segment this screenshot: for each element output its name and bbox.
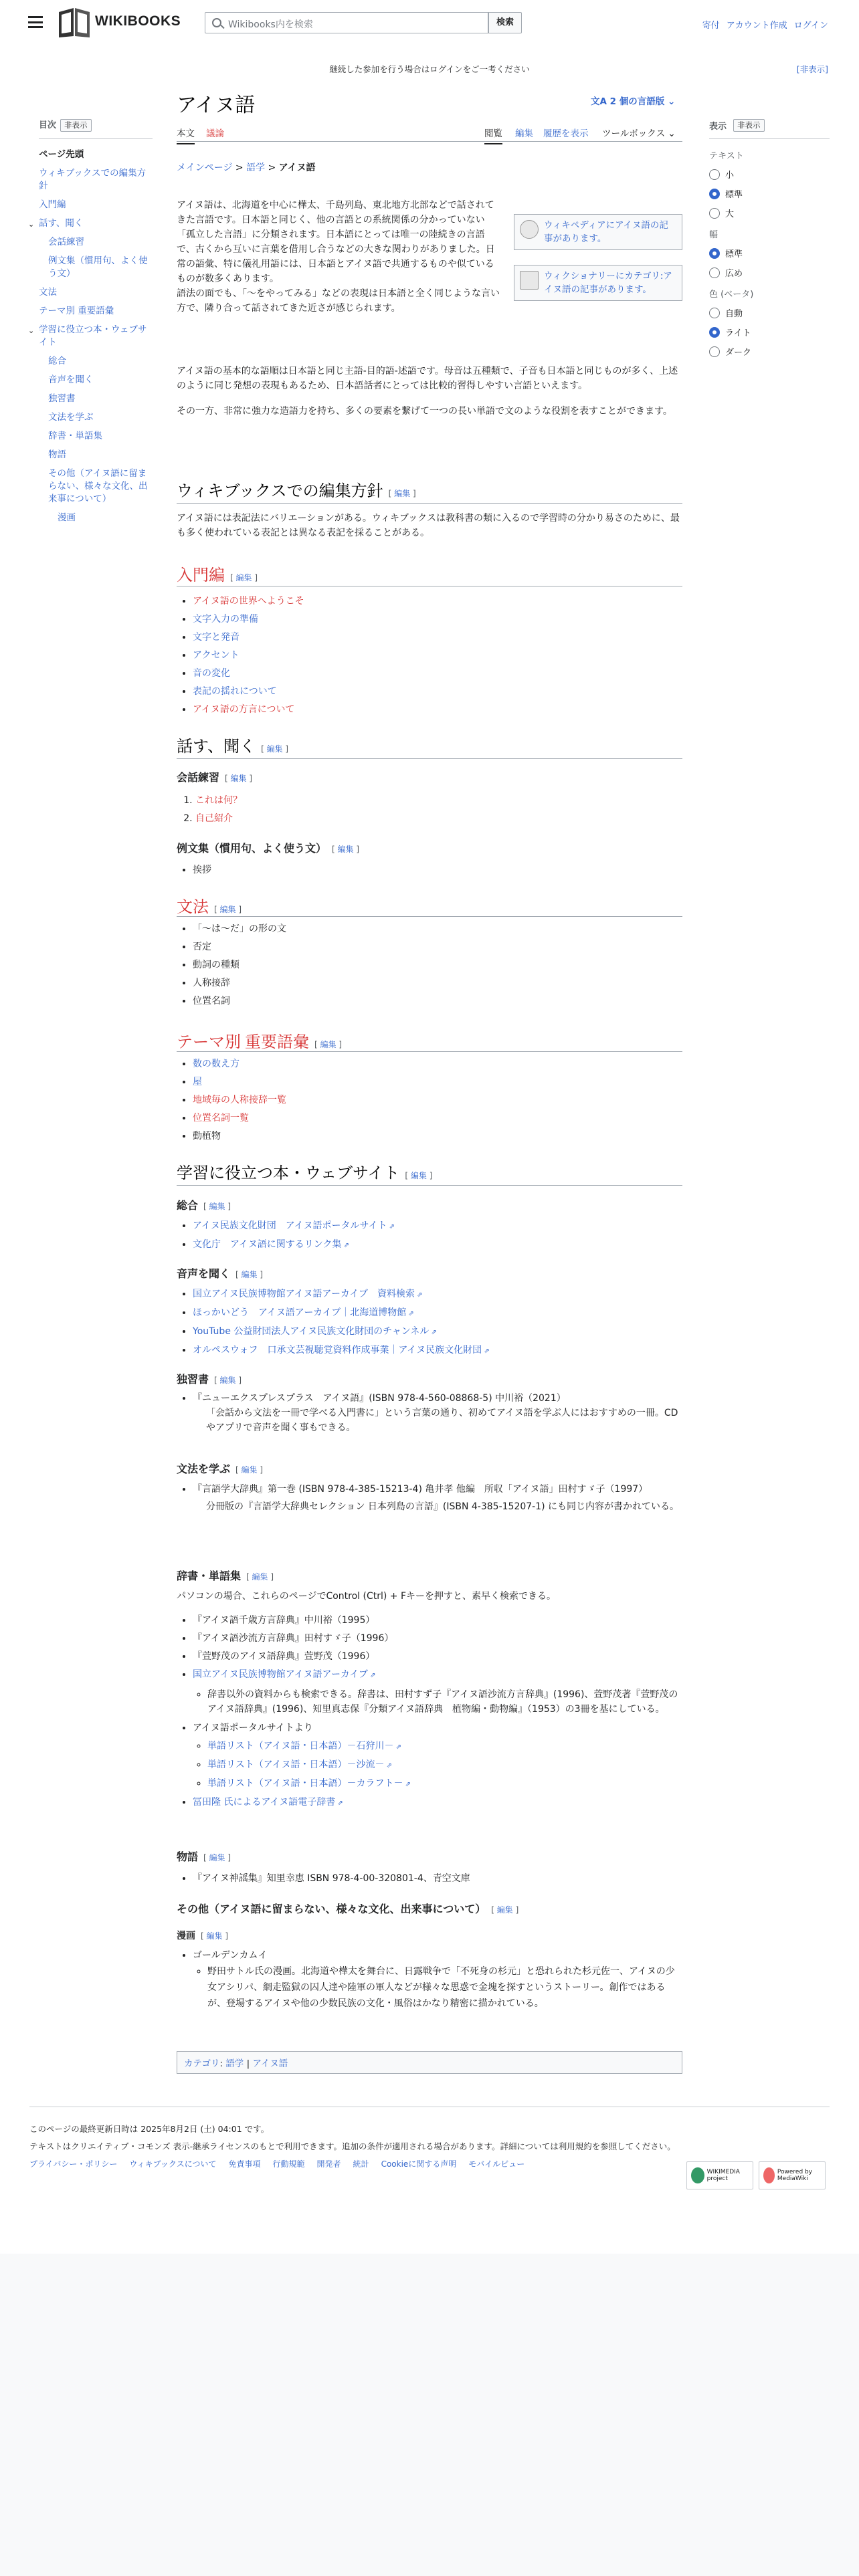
radio-width-wide[interactable] xyxy=(709,266,830,279)
heading-text: 文法 xyxy=(177,899,209,916)
heading-grammar: 文法 [ 編集 ] xyxy=(177,899,242,916)
language-count: 2 個の言語版 xyxy=(609,96,665,107)
edit-link[interactable]: 編集 xyxy=(219,905,236,914)
intro-list xyxy=(193,593,681,719)
heading-conversation: 会話練習 [ 編集 ] xyxy=(177,771,253,784)
edit-link[interactable]: 編集 xyxy=(320,1040,337,1049)
tab-article[interactable]: 本文 xyxy=(177,126,195,144)
heading-audio: 音声を聞く [ 編集 ] xyxy=(177,1267,264,1280)
toc-item[interactable]: 入門編 xyxy=(39,199,66,210)
list-item[interactable]: アイヌ語の方言について xyxy=(193,704,295,715)
edit-link[interactable]: 編集 xyxy=(394,489,411,498)
edit-link[interactable]: 編集 xyxy=(266,744,283,754)
footer-link[interactable]: ウィキブックスについて xyxy=(129,2159,217,2169)
list-item[interactable]: 数の数え方 xyxy=(193,1059,240,1069)
footer-link[interactable]: 開発者 xyxy=(316,2159,341,2169)
toc-item[interactable]: 独習書 xyxy=(48,393,76,404)
footer-link[interactable]: 免責事項 xyxy=(228,2159,261,2169)
search-placeholder: Wikibooks内を検索 xyxy=(228,19,313,30)
edit-link[interactable]: 編集 xyxy=(496,1905,513,1915)
tab-read[interactable]: 閲覧 xyxy=(484,126,502,144)
heading-manga: 漫画 [ 編集 ] xyxy=(177,1931,229,1941)
create-account-link[interactable]: アカウント作成 xyxy=(726,21,787,31)
list-item[interactable]: 文字入力の準備 xyxy=(193,614,258,625)
search-button[interactable]: 検索 xyxy=(488,12,522,33)
wiktionary-icon xyxy=(520,271,539,290)
toc-hide-button[interactable]: 非表示 xyxy=(60,119,92,132)
category-box: カテゴリ: 語学 | アイヌ語 xyxy=(177,2051,682,2074)
heading-other: その他（アイヌ語に留まらない、様々な文化、出来事について） [ 編集 ] xyxy=(177,1903,519,1915)
radio-label: 小 xyxy=(725,171,735,181)
list-item: • 動詞の種類 xyxy=(193,956,681,974)
toc-item[interactable]: 物語 xyxy=(48,449,66,460)
breadcrumb-link[interactable]: 語学 xyxy=(246,163,266,173)
list-item[interactable]: 自己紹介 xyxy=(195,813,233,824)
heading-story: 物語 [ 編集 ] xyxy=(177,1850,231,1863)
list-item: • 『アイヌ語千歳方言辞典』中川裕（1995） xyxy=(193,1612,681,1630)
category-link[interactable]: 語学 xyxy=(225,2058,244,2069)
list-item: • 『アイヌ語沙流方言辞典』田村すゞ子（1996） xyxy=(193,1630,681,1648)
toc-item[interactable]: その他（アイヌ語に留まらない、様々な文化、出来事について） xyxy=(48,468,148,504)
edit-link[interactable]: 編集 xyxy=(209,1853,225,1862)
external-link[interactable]: アイヌ民族文化財団 アイヌ語ポータルサイト ⇗ xyxy=(193,1220,395,1231)
category-label[interactable]: カテゴリ xyxy=(184,2058,220,2069)
intro-paragraph: その一方、非常に強力な造語力を持ち、多くの要素を繋げて一つの長い単語で文のような役割を表すことができます。 xyxy=(177,406,672,417)
story-list xyxy=(193,1870,681,1888)
external-link[interactable]: オルペスウォフ 口承文芸視聴覚資料作成事業｜アイヌ民族文化財団 ⇗ xyxy=(193,1345,490,1356)
heading-examples: 例文集（慣用句、よく使う文） [ 編集 ] xyxy=(177,842,360,855)
list-item: • 位置名詞 xyxy=(193,992,681,1010)
language-button[interactable]: 文A 2 個の言語版 ⌄ xyxy=(591,96,676,107)
external-link[interactable]: YouTube 公益財団法人アイヌ民族文化財団のチャンネル ⇗ xyxy=(193,1326,437,1337)
toc-item[interactable]: テーマ別 重要語彙 xyxy=(39,306,114,316)
intro-text xyxy=(177,198,502,326)
wiktionary-link[interactable]: ウィクショナリーにカテゴリ:アイヌ語の記事があります。 xyxy=(544,271,672,295)
radio-label: 自動 xyxy=(725,309,743,319)
radio-width-standard[interactable] xyxy=(709,247,830,259)
translate-icon: 文A xyxy=(591,96,610,107)
last-modified: このページの最終更新日時は 2025年8月2日 (土) 04:01 です。 xyxy=(29,2124,270,2134)
footer-link[interactable]: モバイルビュー xyxy=(468,2159,525,2169)
heading-selfstudy: 独習書 [ 編集 ] xyxy=(177,1373,242,1386)
wikipedia-icon xyxy=(520,220,539,239)
list-item[interactable]: 音の変化 xyxy=(193,668,230,679)
conversation-list xyxy=(195,792,684,828)
toc-item[interactable]: 辞書・単語集 xyxy=(48,431,102,441)
radio-text-large[interactable] xyxy=(709,207,830,219)
header xyxy=(0,0,859,47)
heading-text: 漫画 xyxy=(177,1931,195,1941)
edit-link[interactable]: 編集 xyxy=(206,1931,223,1941)
user-links xyxy=(696,18,828,31)
heading-text: 文法を学ぶ xyxy=(177,1463,231,1475)
color-label: 色 (ベータ) xyxy=(709,290,754,300)
external-link[interactable]: 国立アイヌ民族博物館アイヌ語アーカイブ ⇗ xyxy=(193,1669,376,1680)
list-item: ◦ 野田サトル氏の漫画。北海道や樺太を舞台に、日露戦争で「不死身の杉元」と恐れられた杉元佐一、アイヌの少女アシリパ、網走監獄の囚人達や陸軍の軍人などが様々な思惑で金塊を探すというストーリー。創作ではあるが、登場するアイヌや他の少数民族の文化・風俗はかなり精密に描かれている。 xyxy=(207,1963,681,2012)
text-size-label: テキスト xyxy=(709,151,744,161)
radio-color-light[interactable] xyxy=(709,326,830,338)
general-list xyxy=(193,1217,681,1255)
mediawiki-icon xyxy=(763,2167,775,2183)
examples-list xyxy=(193,861,681,879)
list-item: ゴールデンカムイ xyxy=(193,1950,268,1961)
list-item[interactable]: 文字と発音 xyxy=(193,632,240,643)
heading-grammar-books: 文法を学ぶ [ 編集 ] xyxy=(177,1463,264,1475)
page-bottom xyxy=(0,2254,859,2576)
radio-color-dark[interactable] xyxy=(709,345,830,358)
external-link[interactable]: 文化庁 アイヌ語に関するリンク集 ⇗ xyxy=(193,1239,349,1250)
chevron-down-icon[interactable]: ⌄ xyxy=(28,326,35,335)
heading-text: 音声を聞く xyxy=(177,1267,231,1280)
toc-item[interactable]: 文法 xyxy=(39,287,57,298)
radio-text-standard[interactable] xyxy=(709,187,830,200)
breadcrumb: メインページ > 語学 > アイヌ語 xyxy=(177,163,316,173)
tools-menu[interactable]: ツールボックス ⌄ xyxy=(602,128,676,139)
tab-talk[interactable]: 議論 xyxy=(206,128,224,139)
footer-link[interactable]: プライバシー・ポリシー xyxy=(29,2159,118,2169)
radio-label: 大 xyxy=(725,209,735,219)
wikipedia-link[interactable]: ウィキペディアにアイヌ語の記事があります。 xyxy=(544,220,668,244)
heading-text: 物語 xyxy=(177,1850,199,1863)
donate-link[interactable]: 寄付 xyxy=(702,21,720,31)
selfstudy-list xyxy=(193,1391,681,1435)
tab-history[interactable]: 履歴を表示 xyxy=(543,128,589,139)
radio-label: ライト xyxy=(725,328,751,338)
list-item: • 「〜は〜だ」の形の文 xyxy=(193,920,681,938)
edit-link[interactable]: 編集 xyxy=(410,1171,427,1180)
heading-books: 学習に役立つ本・ウェブサイト [ 編集 ] xyxy=(177,1160,682,1186)
edit-link[interactable]: 編集 xyxy=(241,1465,258,1475)
heading-text: 例文集（慣用句、よく使う文） xyxy=(177,842,327,855)
heading-text: 総合 xyxy=(177,1199,199,1212)
external-link[interactable]: 単語リスト（アイヌ語・日本語）－カラフト－ ⇗ xyxy=(207,1778,411,1789)
external-link[interactable]: 単語リスト（アイヌ語・日本語）－石狩川－ ⇗ xyxy=(207,1741,401,1751)
toc-item[interactable]: 学習に役立つ本・ウェブサイト xyxy=(39,324,147,348)
list-item: • 挨拶 xyxy=(193,861,681,879)
edit-link[interactable]: 編集 xyxy=(252,1572,268,1582)
toc-item[interactable]: ウィキブックスでの編集方針 xyxy=(39,168,147,191)
heading-intro: 入門編 [ 編集 ] xyxy=(177,567,258,584)
policy-text: アイヌ語には表記法にバリエーションがある。ウィキブックスは教科書の類に入るので学習時の分かり易さのために、最も多く使われている表記とは異なる表記を採ることがある。 xyxy=(177,513,680,538)
badge-label: WIKIMEDIA project xyxy=(706,2169,740,2182)
external-link[interactable]: 単語リスト（アイヌ語・日本語）－沙流－ ⇗ xyxy=(207,1759,392,1770)
list-item: ◦ 辞書以外の資料からも検索できる。辞書は、田村すず子『アイヌ語沙流方言辞典』(1996)、萱野茂著『萱野茂のアイヌ語辞典』(1996)、知里真志保『分類アイヌ語辞典 植物編・動物編』（1953）の3冊を基にしている。 xyxy=(207,1687,681,1717)
intro-paragraph: アイヌ語の基本的な語順は日本語と同じ主語-目的語-述語です。母音は五種類で、子音も日本語と同じものが多く、上述のように同じ発想の表現もあるため、日本語話者にとっては比較的習得しやすい言語といえます。 xyxy=(177,366,678,391)
page-title: アイヌ語 xyxy=(177,94,256,116)
list-item: アイヌ語ポータルサイトより xyxy=(193,1723,313,1733)
list-item: • 『萱野茂のアイヌ語辞典』萱野茂（1996） xyxy=(193,1648,681,1666)
heading-text: ウィキブックスでの編集方針 xyxy=(177,483,383,500)
footer-link[interactable]: 統計 xyxy=(353,2159,369,2169)
heading-text: 話す、聞く xyxy=(177,738,256,756)
list-item[interactable]: 位置名詞一覧 xyxy=(193,1113,249,1123)
intro-paragraph: アイヌ語は、北海道を中心に樺太、千島列島、東北地方北部などで話されてきた言語です。日本語と同じく、他の言語との系統関係の分かっていない「孤立した言語」に分類されます。日本語にとっては唯一の陸続きの言語で、古くから互いに言葉を借用し合うなどの大きな関わりがありました。日常の語彙、特に儀礼用語には、日本語とアイヌ語で共通するものや似ているものが数多くあります。 xyxy=(177,200,495,284)
category-link[interactable]: アイヌ語 xyxy=(252,2058,288,2069)
search-input[interactable] xyxy=(205,12,488,33)
radio-label: 標準 xyxy=(725,249,743,259)
toc-item[interactable]: 音声を聞く xyxy=(48,374,94,385)
toc-item[interactable]: 話す、聞く xyxy=(39,218,84,229)
radio-label: 広め xyxy=(725,269,743,279)
list-item: • 動植物 xyxy=(193,1128,681,1146)
radio-text-small[interactable] xyxy=(709,168,830,181)
edit-link[interactable]: 編集 xyxy=(209,1202,225,1211)
heading-text: 会話練習 xyxy=(177,771,220,784)
appearance-title: 表示 xyxy=(709,122,727,132)
footer-link[interactable]: Cookieに関する声明 xyxy=(381,2159,457,2169)
table-of-contents xyxy=(28,119,153,530)
list-item: • 否定 xyxy=(193,938,681,956)
list-item[interactable]: 表記の揺れについて xyxy=(193,686,277,697)
appearance-panel xyxy=(709,119,830,364)
wiktionary-box xyxy=(514,265,682,301)
list-item: • 『アイヌ神謡集』知里幸恵 ISBN 978-4-00-320801-4、青空文庫 xyxy=(193,1870,681,1888)
footer-link[interactable]: 行動規範 xyxy=(272,2159,305,2169)
radio-color-auto[interactable] xyxy=(709,306,830,319)
edit-link[interactable]: 編集 xyxy=(241,1270,258,1279)
license-text: テキストはクリエイティブ・コモンズ 表示-継承ライセンスのもとで利用できます。追加の条件が適用される場合があります。詳細については利用規約を参照してください。 xyxy=(29,2141,676,2151)
book-desc: 分冊版の『言語学大辞典セレクション 日本列島の言語』(ISBN 4-385-15207-1) にも同じ内容が書かれている。 xyxy=(206,1501,680,1512)
list-item: • 人称接辞 xyxy=(193,974,681,992)
heading-vocab: テーマ別 重要語彙 [ 編集 ] xyxy=(177,1034,343,1051)
badge-label: Powered by MediaWiki xyxy=(777,2169,813,2182)
wikimedia-badge[interactable] xyxy=(686,2161,753,2189)
external-link[interactable]: 冨田隆 氏によるアイヌ語電子辞書 ⇗ xyxy=(193,1797,343,1808)
wikibooks-logo-icon[interactable] xyxy=(56,5,92,40)
list-item[interactable]: アクセント xyxy=(193,650,240,661)
dict-text: パソコンの場合、これらのページでControl (Ctrl) + Fキーを押すと、素早く検索できる。 xyxy=(177,1591,557,1602)
page-tabs xyxy=(177,123,682,142)
edit-link[interactable]: 編集 xyxy=(337,845,354,854)
intro-text-2 xyxy=(177,364,682,429)
edit-link[interactable]: 編集 xyxy=(235,573,252,582)
heading-text: 入門編 xyxy=(177,567,225,584)
book-entry: 『言語学大辞典』第一巻 (ISBN 978-4-385-15213-4) 亀井孝 他編 所収「アイヌ語」田村すゞ子（1997） xyxy=(193,1484,648,1495)
vocab-list xyxy=(193,1055,681,1146)
search-icon xyxy=(212,18,221,27)
wikimedia-icon xyxy=(691,2167,704,2183)
toc-item[interactable]: 総合 xyxy=(48,356,66,366)
breadcrumb-current: アイヌ語 xyxy=(278,163,316,173)
wikipedia-box xyxy=(514,214,682,250)
list-item[interactable]: これは何？ xyxy=(195,795,242,806)
breadcrumb-link[interactable]: メインページ xyxy=(177,163,233,173)
notice-hide-link[interactable]: [非表示] xyxy=(796,64,828,74)
manga-list xyxy=(193,1947,681,2012)
chevron-down-icon[interactable]: ⌄ xyxy=(28,220,35,229)
appearance-hide-button[interactable]: 非表示 xyxy=(733,119,765,132)
menu-icon[interactable] xyxy=(28,16,43,28)
toc-item[interactable]: ページ先頭 xyxy=(39,149,84,160)
intro-paragraph: 語法の面でも、「〜をやってみる」などの表現は日本語と全く同じような言い方で、隣り合って話されてきた近さが感じられます。 xyxy=(177,288,500,314)
toc-item[interactable]: 会話練習 xyxy=(48,237,84,247)
list-item[interactable]: アイヌ語の世界へようこそ xyxy=(193,596,304,607)
toc-title: 目次 xyxy=(39,120,57,130)
heading-text: その他（アイヌ語に留まらない、様々な文化、出来事について） xyxy=(177,1903,486,1915)
heading-policy: ウィキブックスでの編集方針 [ 編集 ] xyxy=(177,477,682,504)
grammar-list xyxy=(193,920,681,1010)
edit-link[interactable]: 編集 xyxy=(230,774,247,783)
width-label: 幅 xyxy=(709,230,719,240)
radio-label: ダーク xyxy=(725,348,752,358)
heading-dictionary: 辞書・単語集 [ 編集 ] xyxy=(177,1570,274,1582)
edit-link[interactable]: 編集 xyxy=(219,1376,236,1385)
list-item[interactable]: 屋 xyxy=(193,1077,202,1087)
grammar-books-list xyxy=(193,1482,681,1514)
book-desc: 「会話から文法を一冊で学べる入門書に」という言葉の通り、初めてアイヌ語を学ぶ人にはおすすめの一冊。CDやアプリで音声を聞く事もできる。 xyxy=(206,1408,678,1433)
site-name[interactable]: WIKIBOOKS xyxy=(95,13,181,29)
heading-speak: 話す、聞く [ 編集 ] xyxy=(177,733,682,759)
toc-item[interactable]: 文法を学ぶ xyxy=(48,412,94,423)
tools-label: ツールボックス xyxy=(602,128,666,139)
site-notice: 継続した参加を行う場合はログインをご一考ください xyxy=(329,64,530,74)
external-link[interactable]: ほっかいどう アイヌ語アーカイブ｜北海道博物館 ⇗ xyxy=(193,1307,414,1318)
heading-general: 総合 [ 編集 ] xyxy=(177,1199,231,1212)
dictionary-list xyxy=(193,1612,681,1812)
heading-text: 辞書・単語集 xyxy=(177,1570,242,1582)
toc-item[interactable]: 例文集（慣用句、よく使う文） xyxy=(48,255,148,279)
radio-label: 標準 xyxy=(725,190,743,200)
tab-edit[interactable]: 編集 xyxy=(515,128,533,139)
audio-list xyxy=(193,1285,681,1360)
toc-item[interactable]: 漫画 xyxy=(58,512,76,523)
book-entry: 『ニューエクスプレスプラス アイヌ語』(ISBN 978-4-560-08868-5) 中川裕（2021） xyxy=(193,1393,566,1404)
heading-text: テーマ別 重要語彙 xyxy=(177,1034,309,1051)
heading-text: 独習書 xyxy=(177,1373,209,1386)
heading-text: 学習に役立つ本・ウェブサイト xyxy=(177,1165,400,1182)
mediawiki-badge[interactable] xyxy=(759,2161,826,2189)
external-link[interactable]: 国立アイヌ民族博物館アイヌ語アーカイブ 資料検索 ⇗ xyxy=(193,1289,423,1299)
login-link[interactable]: ログイン xyxy=(793,21,828,31)
list-item[interactable]: 地域毎の人称接辞一覧 xyxy=(193,1095,286,1105)
